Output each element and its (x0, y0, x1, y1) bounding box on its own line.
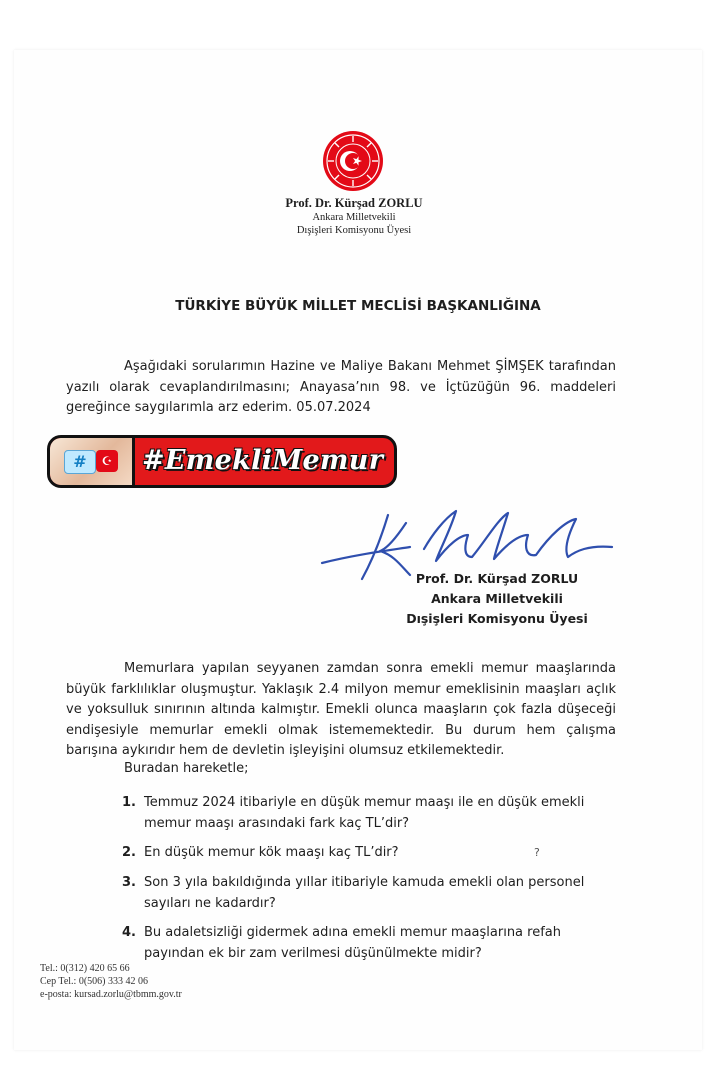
document-page (14, 50, 702, 1050)
question-item (122, 873, 616, 914)
question-number: 3. (122, 875, 136, 890)
header-committee: Dışişleri Komisyonu Üyesi (296, 225, 412, 236)
header-role: Ankara Milletvekili (312, 212, 396, 223)
turkish-flag-icon: ☪ (96, 450, 118, 472)
lead-text: Buradan hareketle; (124, 761, 249, 776)
question-item (122, 843, 616, 864)
hashtag-banner (47, 435, 397, 488)
question-item (122, 923, 616, 964)
question-item (122, 793, 616, 834)
hashtag-chip: # (64, 450, 96, 474)
question-text: En düşük memur kök maaşı kaç TL’dir? (144, 845, 399, 860)
header-name: Prof. Dr. Kürşad ZORLU (285, 196, 423, 210)
question-text: Temmuz 2024 itibariyle en düşük memur maaşı ile en düşük emekli memur maaşı arasındaki fark kaç TL’dir? (144, 795, 585, 831)
signature-role: Ankara Milletvekili (431, 591, 563, 606)
question-text: Bu adaletsizliği gidermek adına emekli memur maaşlarına refah payından ek bir zam verilmesi düşünülmekte midir? (144, 925, 561, 961)
contact-email: e-posta: kursad.zorlu@tbmm.gov.tr (40, 989, 182, 1000)
document-title: TÜRKİYE BÜYÜK MİLLET MECLİSİ BAŞKANLIĞINA (175, 298, 541, 314)
stray-mark: ? (534, 846, 540, 859)
question-number: 4. (122, 925, 136, 940)
contact-tel: Tel.: 0(312) 420 65 66 (40, 963, 130, 974)
question-text: Son 3 yıla bakıldığında yıllar itibariyle kamuda emekli olan personel sayıları ne kadardır? (144, 875, 585, 911)
contact-cep: Cep Tel.: 0(506) 333 42 06 (40, 976, 148, 987)
intro-paragraph: Aşağıdaki sorularımın Hazine ve Maliye Bakanı Mehmet ŞİMŞEK tarafından yazılı olarak cevaplandırılmasını; Anayasa’nın 98. ve İçtüzüğün 96. maddeleri gereğince saygılarımla arz ederim. 05.07.2024 (66, 359, 616, 415)
banner-hashtag-text: #EmekliMemur (142, 445, 384, 476)
question-number: 2. (122, 845, 136, 860)
signature-committee: Dışişleri Komisyonu Üyesi (406, 611, 588, 626)
tbmm-emblem-icon (322, 130, 384, 192)
body-paragraph: Memurlara yapılan seyyanen zamdan sonra emekli memur maaşlarında büyük farklılıklar oluşmuştur. Yaklaşık 2.4 milyon memur emeklisinin maaşları açlık ve yoksulluk sınırının altında kalmıştır. Emekli olunca maaşların çok fazla düşeceği endişesiyle memurlar emekli olmak istememektedir. Bu durum hem çalışma barışına aykırıdır hem de devletin işleyişini olumsuz etkilemektedir. (66, 661, 616, 758)
question-number: 1. (122, 795, 136, 810)
banner-thumbnail (50, 438, 135, 485)
signature-name: Prof. Dr. Kürşad ZORLU (415, 571, 579, 586)
